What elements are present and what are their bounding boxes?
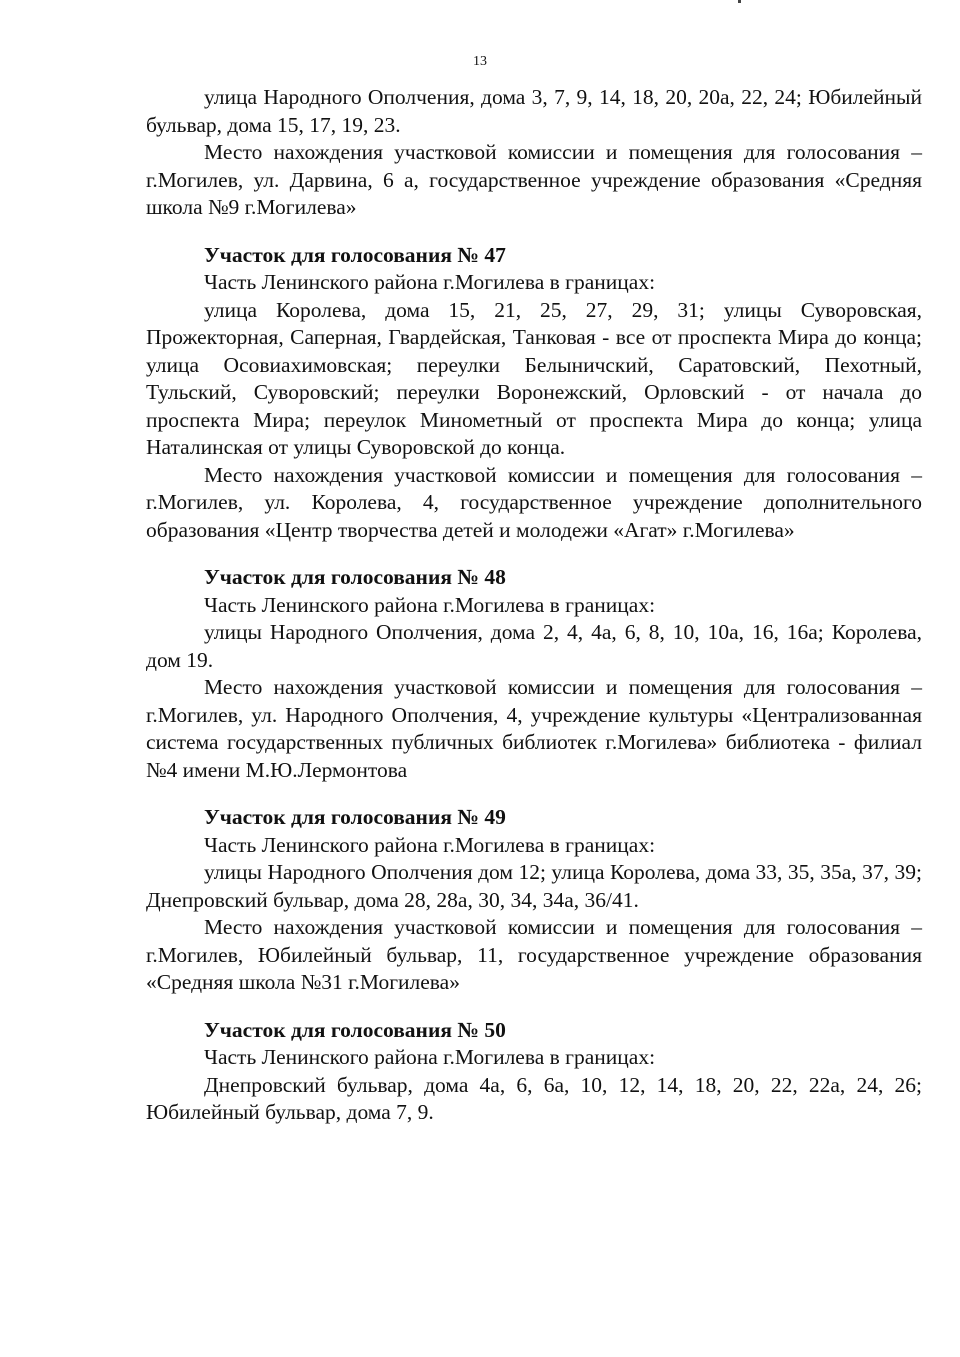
section-part: Часть Ленинского района г.Могилева в границах: [204, 270, 656, 294]
polling-station-47 [146, 242, 922, 545]
section-place: Место нахождения участковой комиссии и помещения для голосования – г.Могилев, ул. Народного Ополчения, 4, учреждение культуры «Централизованная система государственных публичных библиотек г.Могилева» библиотека - филиал №4 имени М.Ю.Лермонтова [146, 675, 922, 782]
section-bounds: улицы Народного Ополчения, дома 2, 4, 4а, 6, 8, 10, 10а, 16, 16а; Королева, дом 19. [146, 620, 922, 672]
polling-station-49 [146, 804, 922, 997]
section-part: Часть Ленинского района г.Могилева в границах: [204, 592, 656, 617]
scan-speck [738, 0, 741, 3]
section-part: Часть Ленинского района г.Могилева в границах: [204, 1045, 656, 1069]
page-number: 13 [473, 54, 487, 69]
document-body [146, 84, 922, 1127]
section-bounds: улица Королева, дома 15, 21, 25, 27, 29, 31; улицы Суворовская, Прожекторная, Саперная, Гвардейская, Танковая - все от проспекта Мира до конца; улица Осовиахимовская; переулки Белыничский, Саратовский, Пехотный, Тульский, Суворовский; переулки Воронежский, Орловский - от начала до проспекта Мира; переулок Минометный от проспекта Мира до конца; улица Наталинская от улицы Суворовской до конца. [146, 297, 922, 459]
section-bounds: улицы Народного Ополчения дом 12; улица Королева, дома 33, 35, 35а, 37, 39; Днепровский бульвар, дома 28, 28а, 30, 34, 34а, 36/41. [146, 860, 922, 912]
intro-bounds-paragraph: улица Народного Ополчения, дома 3, 7, 9, 14, 18, 20, 20а, 22, 24; Юбилейный бульвар, дома 15, 17, 19, 23. [146, 85, 922, 137]
section-bounds: Днепровский бульвар, дома 4а, 6, 6а, 10, 12, 14, 18, 20, 22, 22а, 24, 26; Юбилейный бульвар, дома 7, 9. [146, 1072, 922, 1124]
polling-station-48 [146, 564, 922, 784]
section-place: Место нахождения участковой комиссии и помещения для голосования – г.Могилев, Юбилейный бульвар, 11, государственное учреждение образования «Средняя школа №31 г.Могилева» [146, 915, 922, 994]
section-place: Место нахождения участковой комиссии и помещения для голосования – г.Могилев, ул. Королева, 4, государственное учреждение дополнительного образования «Центр творчества детей и молодежи «Агат» г.Могилева» [146, 462, 922, 542]
polling-station-50 [146, 1017, 922, 1127]
section-heading: Участок для голосования № 48 [204, 565, 506, 589]
intro-place-paragraph: Место нахождения участковой комиссии и помещения для голосования – г.Могилев, ул. Дарвина, 6 а, государственное учреждение образования «Средняя школа №9 г.Могилева» [146, 140, 922, 219]
section-heading: Участок для голосования № 49 [204, 805, 506, 829]
section-heading: Участок для голосования № 47 [204, 242, 506, 267]
section-heading: Участок для голосования № 50 [204, 1017, 506, 1042]
section-part: Часть Ленинского района г.Могилева в границах: [204, 832, 656, 857]
